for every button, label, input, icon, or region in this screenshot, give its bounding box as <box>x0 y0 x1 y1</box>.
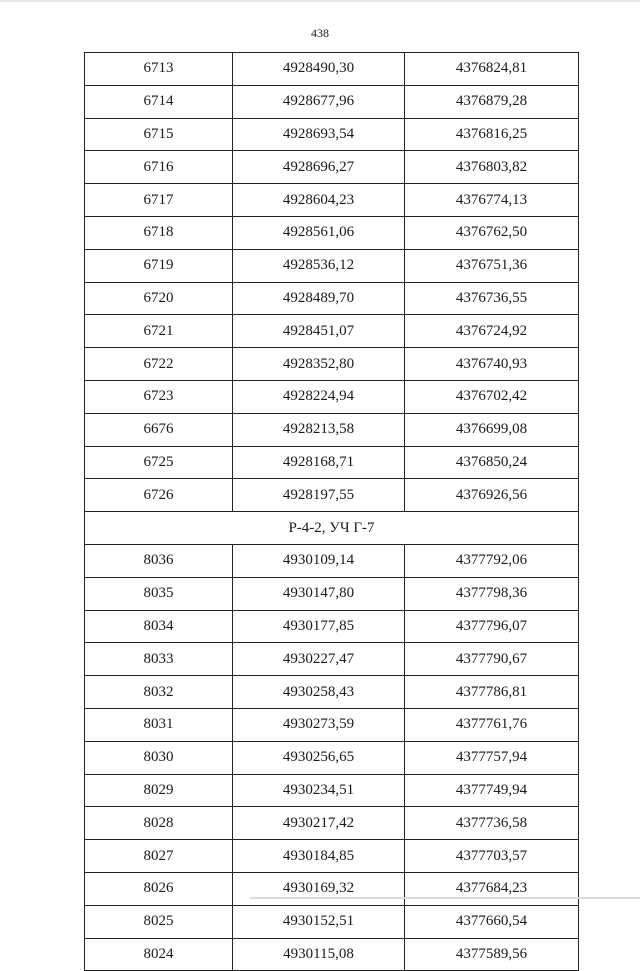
x-coordinate-cell: 4928451,07 <box>233 315 405 348</box>
coordinates-table <box>84 52 579 971</box>
point-number-cell: 6726 <box>85 479 233 512</box>
y-coordinate-cell: 4377660,54 <box>405 905 579 938</box>
point-number-cell: 8033 <box>85 643 233 676</box>
x-coordinate-cell: 4930169,32 <box>233 872 405 905</box>
x-coordinate-cell: 4928693,54 <box>233 118 405 151</box>
point-number-cell: 8036 <box>85 544 233 577</box>
x-coordinate-cell: 4930227,47 <box>233 643 405 676</box>
point-number-cell: 6713 <box>85 53 233 86</box>
y-coordinate-cell: 4376751,36 <box>405 249 579 282</box>
y-coordinate-cell: 4376724,92 <box>405 315 579 348</box>
y-coordinate-cell: 4376736,55 <box>405 282 579 315</box>
x-coordinate-cell: 4930234,51 <box>233 774 405 807</box>
point-number-cell: 6717 <box>85 184 233 217</box>
x-coordinate-cell: 4928490,30 <box>233 53 405 86</box>
table-row <box>85 479 579 512</box>
point-number-cell: 6714 <box>85 85 233 118</box>
point-number-cell: 6721 <box>85 315 233 348</box>
y-coordinate-cell: 4377684,23 <box>405 872 579 905</box>
table-row <box>85 938 579 971</box>
point-number-cell: 6718 <box>85 216 233 249</box>
y-coordinate-cell: 4377703,57 <box>405 840 579 873</box>
y-coordinate-cell: 4377761,76 <box>405 708 579 741</box>
scan-edge-top <box>0 0 640 2</box>
table-row <box>85 446 579 479</box>
x-coordinate-cell: 4930258,43 <box>233 676 405 709</box>
table-row <box>85 413 579 446</box>
x-coordinate-cell: 4928536,12 <box>233 249 405 282</box>
y-coordinate-cell: 4376699,08 <box>405 413 579 446</box>
y-coordinate-cell: 4377796,07 <box>405 610 579 643</box>
point-number-cell: 8031 <box>85 708 233 741</box>
table-row <box>85 216 579 249</box>
y-coordinate-cell: 4377736,58 <box>405 807 579 840</box>
point-number-cell: 8035 <box>85 577 233 610</box>
table-row <box>85 872 579 905</box>
y-coordinate-cell: 4376803,82 <box>405 151 579 184</box>
x-coordinate-cell: 4930115,08 <box>233 938 405 971</box>
y-coordinate-cell: 4376774,13 <box>405 184 579 217</box>
point-number-cell: 8029 <box>85 774 233 807</box>
x-coordinate-cell: 4928677,96 <box>233 85 405 118</box>
y-coordinate-cell: 4377589,56 <box>405 938 579 971</box>
table-row <box>85 53 579 86</box>
point-number-cell: 8028 <box>85 807 233 840</box>
y-coordinate-cell: 4376740,93 <box>405 348 579 381</box>
y-coordinate-cell: 4377792,06 <box>405 544 579 577</box>
table-row <box>85 544 579 577</box>
table-row <box>85 741 579 774</box>
table-row <box>85 708 579 741</box>
table-row <box>85 118 579 151</box>
y-coordinate-cell: 4377798,36 <box>405 577 579 610</box>
x-coordinate-cell: 4930109,14 <box>233 544 405 577</box>
x-coordinate-cell: 4930147,80 <box>233 577 405 610</box>
point-number-cell: 8032 <box>85 676 233 709</box>
table-row <box>85 643 579 676</box>
page-number: 438 <box>311 26 329 40</box>
point-number-cell: 6720 <box>85 282 233 315</box>
x-coordinate-cell: 4928352,80 <box>233 348 405 381</box>
point-number-cell: 8034 <box>85 610 233 643</box>
x-coordinate-cell: 4930177,85 <box>233 610 405 643</box>
y-coordinate-cell: 4377749,94 <box>405 774 579 807</box>
y-coordinate-cell: 4377790,67 <box>405 643 579 676</box>
table-row <box>85 610 579 643</box>
y-coordinate-cell: 4377757,94 <box>405 741 579 774</box>
x-coordinate-cell: 4930184,85 <box>233 840 405 873</box>
y-coordinate-cell: 4376816,25 <box>405 118 579 151</box>
table-row <box>85 380 579 413</box>
table-row <box>85 151 579 184</box>
x-coordinate-cell: 4930152,51 <box>233 905 405 938</box>
table-row <box>85 676 579 709</box>
y-coordinate-cell: 4376850,24 <box>405 446 579 479</box>
x-coordinate-cell: 4928213,58 <box>233 413 405 446</box>
table-row <box>85 840 579 873</box>
table-row <box>85 249 579 282</box>
point-number-cell: 6719 <box>85 249 233 282</box>
x-coordinate-cell: 4928489,70 <box>233 282 405 315</box>
table-row <box>85 184 579 217</box>
table-row <box>85 348 579 381</box>
table-row <box>85 807 579 840</box>
x-coordinate-cell: 4928168,71 <box>233 446 405 479</box>
x-coordinate-cell: 4930273,59 <box>233 708 405 741</box>
point-number-cell: 6716 <box>85 151 233 184</box>
point-number-cell: 6723 <box>85 380 233 413</box>
point-number-cell: 8024 <box>85 938 233 971</box>
coordinates-table-body <box>85 53 579 971</box>
point-number-cell: 8030 <box>85 741 233 774</box>
section-heading-row <box>85 512 579 545</box>
point-number-cell: 8026 <box>85 872 233 905</box>
table-row <box>85 85 579 118</box>
point-number-cell: 6722 <box>85 348 233 381</box>
point-number-cell: 6725 <box>85 446 233 479</box>
table-row <box>85 315 579 348</box>
x-coordinate-cell: 4928197,55 <box>233 479 405 512</box>
x-coordinate-cell: 4928561,06 <box>233 216 405 249</box>
y-coordinate-cell: 4376824,81 <box>405 53 579 86</box>
x-coordinate-cell: 4928696,27 <box>233 151 405 184</box>
point-number-cell: 8027 <box>85 840 233 873</box>
scan-edge-bottom <box>250 897 640 899</box>
x-coordinate-cell: 4930217,42 <box>233 807 405 840</box>
table-row <box>85 577 579 610</box>
table-row <box>85 774 579 807</box>
x-coordinate-cell: 4928604,23 <box>233 184 405 217</box>
point-number-cell: 6715 <box>85 118 233 151</box>
point-number-cell: 8025 <box>85 905 233 938</box>
y-coordinate-cell: 4376879,28 <box>405 85 579 118</box>
table-row <box>85 905 579 938</box>
y-coordinate-cell: 4376762,50 <box>405 216 579 249</box>
y-coordinate-cell: 4376702,42 <box>405 380 579 413</box>
x-coordinate-cell: 4928224,94 <box>233 380 405 413</box>
point-number-cell: 6676 <box>85 413 233 446</box>
section-heading: Р-4-2, УЧ Г-7 <box>85 512 579 545</box>
x-coordinate-cell: 4930256,65 <box>233 741 405 774</box>
y-coordinate-cell: 4377786,81 <box>405 676 579 709</box>
y-coordinate-cell: 4376926,56 <box>405 479 579 512</box>
table-row <box>85 282 579 315</box>
